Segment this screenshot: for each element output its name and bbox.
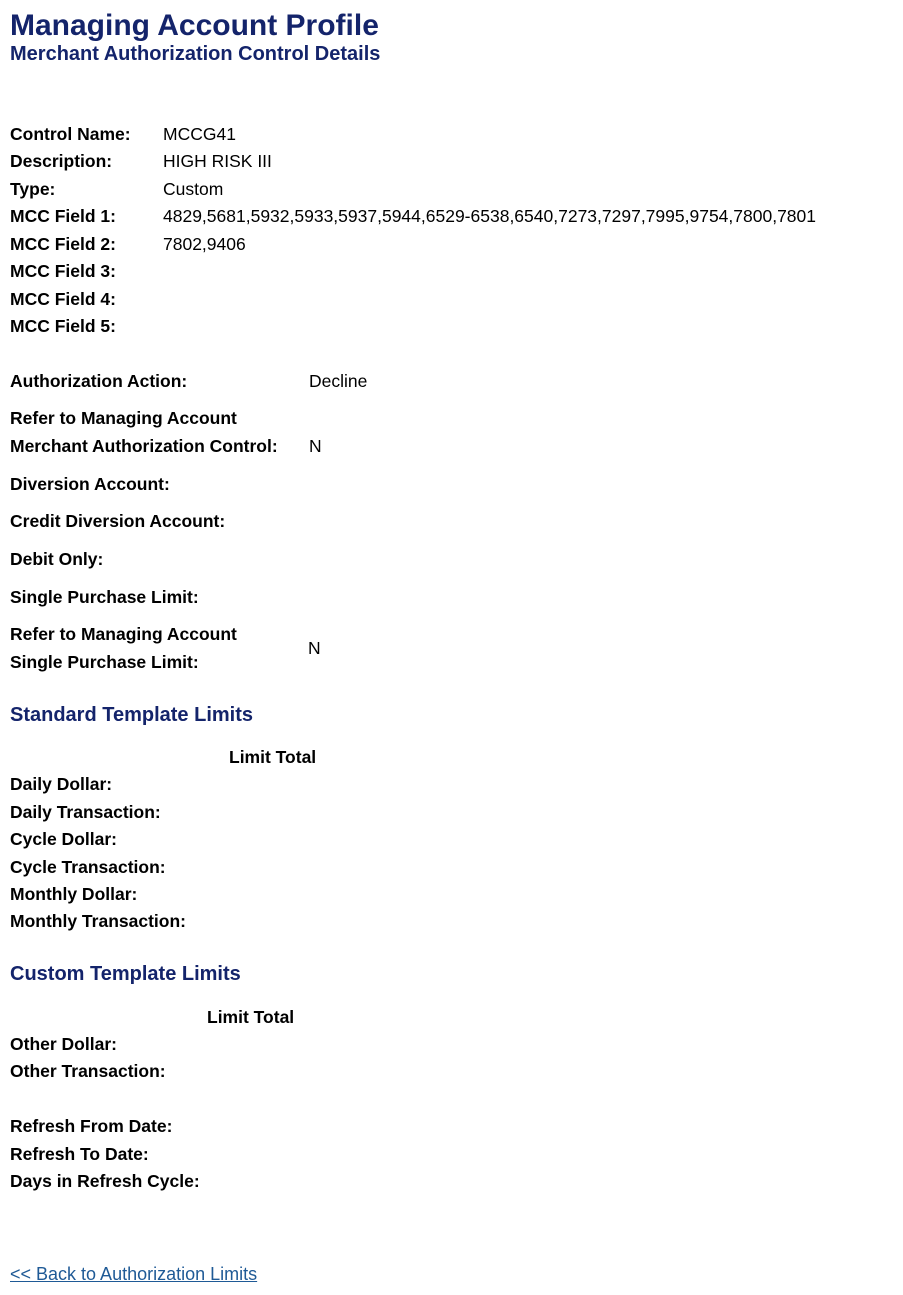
daily-transaction-label: Daily Transaction: <box>10 802 161 822</box>
refresh-from-date-label: Refresh From Date: <box>10 1116 173 1136</box>
cycle-dollar-label: Cycle Dollar: <box>10 829 117 849</box>
diversion-account-label: Diversion Account: <box>10 474 170 494</box>
refer-mac-label-line1: Refer to Managing Account <box>10 408 237 428</box>
monthly-dollar-label: Monthly Dollar: <box>10 884 138 904</box>
monthly-transaction-label: Monthly Transaction: <box>10 911 186 931</box>
cycle-transaction-label: Cycle Transaction: <box>10 857 166 877</box>
single-purchase-limit-label: Single Purchase Limit: <box>10 587 199 607</box>
authorization-action-label: Authorization Action: <box>10 371 188 391</box>
days-in-refresh-cycle-label: Days in Refresh Cycle: <box>10 1171 200 1191</box>
refer-spl-label-line2: Single Purchase Limit: <box>10 652 199 672</box>
refresh-to-date-label: Refresh To Date: <box>10 1144 149 1164</box>
refer-spl-label-line1: Refer to Managing Account <box>10 624 237 644</box>
mcc-field-2-value: 7802,9406 <box>163 234 246 254</box>
mcc-field-3-label: MCC Field 3: <box>10 261 116 281</box>
daily-dollar-label: Daily Dollar: <box>10 774 113 794</box>
back-to-authorization-limits-link[interactable]: << Back to Authorization Limits <box>10 1264 258 1284</box>
type-label: Type: <box>10 179 56 199</box>
mcc-field-4-label: MCC Field 4: <box>10 289 116 309</box>
mcc-field-1-label: MCC Field 1: <box>10 206 116 226</box>
other-dollar-label: Other Dollar: <box>10 1034 117 1054</box>
refer-spl-value: N <box>308 638 321 658</box>
authorization-action-value: Decline <box>309 371 368 391</box>
mcc-field-1-value: 4829,5681,5932,5933,5937,5944,6529-6538,6540,7273,7297,7995,9754,7800,7801 <box>163 206 816 226</box>
description-value: HIGH RISK III <box>163 151 272 171</box>
standard-limits-heading: Standard Template Limits <box>10 704 254 726</box>
refer-mac-value: N <box>309 436 322 456</box>
page-subtitle: Merchant Authorization Control Details <box>10 43 381 65</box>
mcc-field-5-label: MCC Field 5: <box>10 316 116 336</box>
debit-only-label: Debit Only: <box>10 549 104 569</box>
type-value: Custom <box>163 179 224 199</box>
control-name-value: MCCG41 <box>163 124 236 144</box>
mcc-field-2-label: MCC Field 2: <box>10 234 116 254</box>
other-transaction-label: Other Transaction: <box>10 1061 166 1081</box>
custom-limit-total-header: Limit Total <box>207 1007 295 1027</box>
refer-mac-label-line2: Merchant Authorization Control: <box>10 436 278 456</box>
description-label: Description: <box>10 151 113 171</box>
standard-limit-total-header: Limit Total <box>229 747 317 767</box>
custom-limits-heading: Custom Template Limits <box>10 963 241 985</box>
credit-diversion-account-label: Credit Diversion Account: <box>10 511 226 531</box>
page-title: Managing Account Profile <box>10 9 379 42</box>
control-name-label: Control Name: <box>10 124 131 144</box>
